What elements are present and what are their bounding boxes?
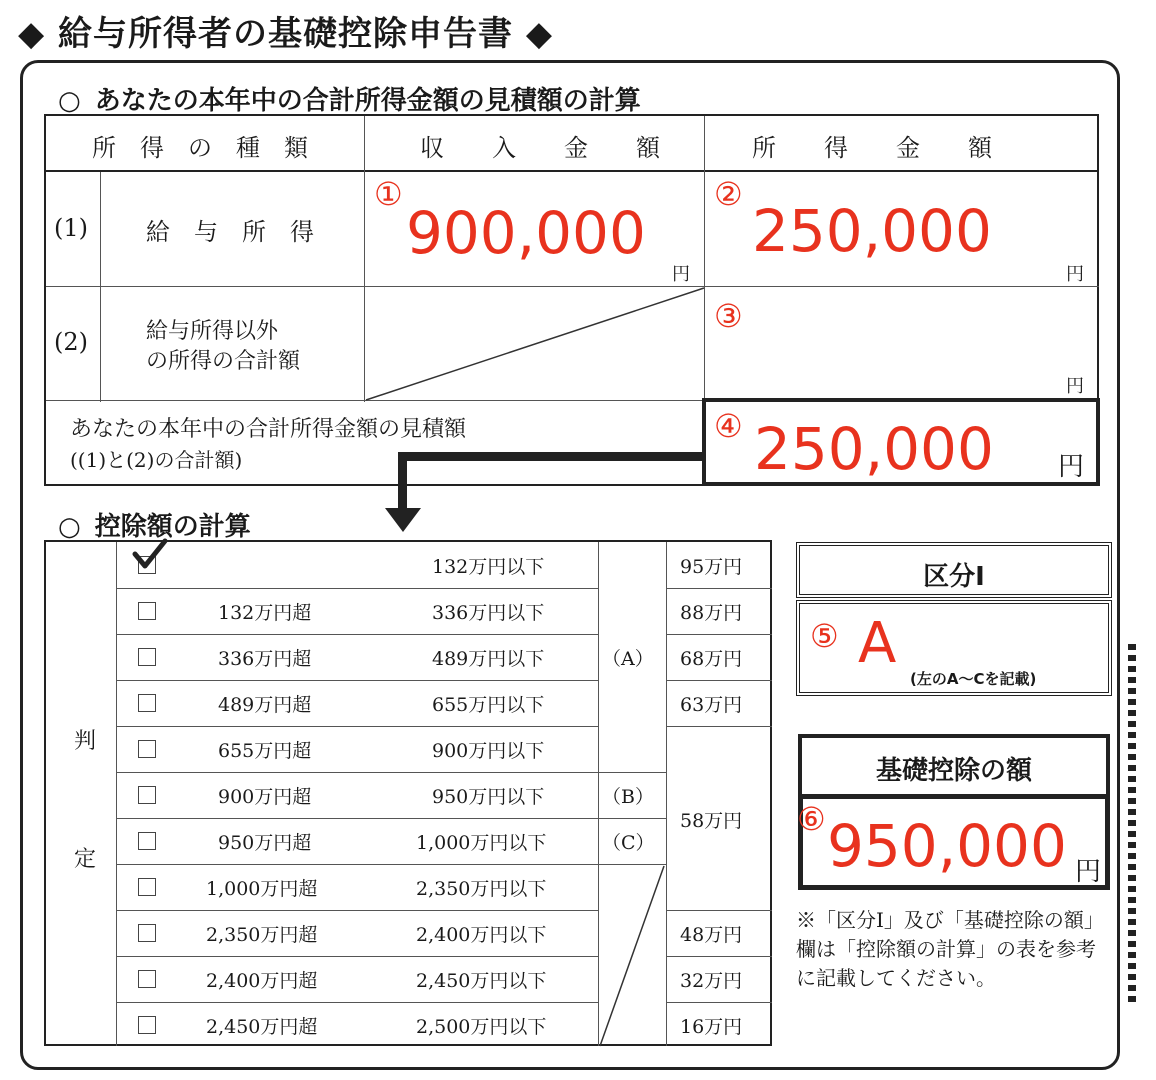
row-9-under: 2,400万円以下	[416, 924, 547, 946]
kiso-value[interactable]: 950,000	[827, 812, 1067, 880]
row2-label-line1: 給与所得以外	[146, 319, 279, 344]
total-estimate-value[interactable]: 250,000	[754, 415, 994, 483]
flow-arrow-stem	[398, 452, 407, 512]
row1-label: 給 与 所 得	[146, 218, 314, 246]
checkbox-row-7[interactable]	[138, 832, 156, 850]
checkbox-row-5[interactable]	[138, 740, 156, 758]
checkbox-row-4[interactable]	[138, 694, 156, 712]
circle-1-marker: ①	[374, 175, 403, 213]
circle-6-marker: ⑥	[797, 800, 826, 838]
checkbox-row-9[interactable]	[138, 924, 156, 942]
row-4-under: 655万円以下	[432, 694, 545, 716]
section1-circle-icon: ○	[58, 86, 81, 116]
row-3-over: 336万円超	[218, 648, 312, 670]
row-10-over: 2,400万円超	[206, 970, 318, 992]
checkbox-row-3[interactable]	[138, 648, 156, 666]
row2-label-line2: の所得の合計額	[146, 349, 301, 374]
row1-number: (1)	[54, 214, 88, 242]
row-10-under: 2,450万円以下	[416, 970, 547, 992]
circle-4-marker: ④	[714, 407, 743, 445]
row-9-over: 2,350万円超	[206, 924, 318, 946]
row-2-under: 336万円以下	[432, 602, 545, 624]
side-label-han: 判	[74, 729, 97, 754]
checkbox-row-11[interactable]	[138, 1016, 156, 1034]
side-label-tei: 定	[74, 847, 97, 872]
circle-3-marker: ③	[714, 297, 743, 335]
row-2-over: 132万円超	[218, 602, 312, 624]
row-6-under: 950万円以下	[432, 786, 545, 808]
section2-heading-text: 控除額の計算	[94, 512, 251, 542]
salary-revenue-yen: 円	[672, 264, 690, 285]
class-b-label: （B）	[602, 786, 654, 808]
amount-32: 32万円	[680, 970, 743, 992]
salary-income-value[interactable]: 250,000	[752, 197, 992, 265]
header-revenue: 収 入 金 額	[420, 134, 660, 162]
deduction-table	[44, 540, 772, 1046]
form-title: ◆ 給与所得者の基礎控除申告書 ◆	[18, 14, 553, 54]
circle-2-marker: ②	[714, 175, 743, 213]
perforation-line	[1128, 644, 1136, 1004]
total-estimate-yen: 円	[1058, 452, 1085, 482]
kubun-label-box	[796, 542, 1112, 598]
section2-circle-icon: ○	[58, 512, 81, 542]
amount-88: 88万円	[680, 602, 743, 624]
section1-heading	[58, 80, 641, 117]
class-c-label: （C）	[602, 832, 655, 854]
kiso-value-box	[798, 794, 1110, 890]
row-1-under: 132万円以下	[432, 556, 545, 578]
row-8-over: 1,000万円超	[206, 878, 318, 900]
row-8-under: 2,350万円以下	[416, 878, 547, 900]
total-estimate-box	[702, 398, 1100, 486]
amount-68: 68万円	[680, 648, 743, 670]
footnote: ※「区分Ⅰ」及び「基礎控除の額」欄は「控除額の計算」の表を参考に記載してください。	[796, 908, 1104, 990]
row-4-over: 489万円超	[218, 694, 312, 716]
row-3-under: 489万円以下	[432, 648, 545, 670]
not-applicable-diagonal	[364, 286, 706, 402]
amount-16: 16万円	[680, 1016, 743, 1038]
checkbox-row-10[interactable]	[138, 970, 156, 988]
header-income-amount: 所 得 金 額	[752, 134, 992, 162]
kubun-value[interactable]: A	[858, 611, 897, 676]
flow-arrow-line	[398, 452, 704, 461]
kubun-note: (左のA～Cを記載)	[910, 670, 1037, 688]
checkbox-row-8[interactable]	[138, 878, 156, 896]
checkbox-row-6[interactable]	[138, 786, 156, 804]
checkmark-icon	[132, 538, 168, 572]
row-11-over: 2,450万円超	[206, 1016, 318, 1038]
class-a-label: （A）	[602, 648, 654, 670]
amount-48: 48万円	[680, 924, 743, 946]
salary-income-yen: 円	[1066, 264, 1084, 285]
salary-revenue-value[interactable]: 900,000	[406, 199, 646, 267]
row-7-under: 1,000万円以下	[416, 832, 547, 854]
header-income-type: 所 得 の 種 類	[92, 134, 308, 162]
other-income-yen: 円	[1066, 376, 1084, 397]
kubun-label: 区分Ⅰ	[923, 562, 985, 592]
row-5-over: 655万円超	[218, 740, 312, 762]
kubun-value-box	[796, 600, 1112, 696]
row-7-over: 950万円超	[218, 832, 312, 854]
checkbox-row-2[interactable]	[138, 602, 156, 620]
kiso-label-box	[798, 734, 1110, 794]
row-6-over: 900万円超	[218, 786, 312, 808]
section1-heading-text: あなたの本年中の合計所得金額の見積額の計算	[94, 86, 641, 116]
amount-58: 58万円	[680, 810, 743, 832]
kiso-label: 基礎控除の額	[875, 756, 1032, 786]
arrow-down-icon	[385, 508, 421, 532]
kiso-yen: 円	[1075, 857, 1102, 887]
row2-number: (2)	[54, 328, 88, 356]
circle-5-marker: ⑤	[810, 617, 839, 655]
total-label-line2: ((1)と(2)の合計額)	[70, 448, 243, 472]
row-5-under: 900万円以下	[432, 740, 545, 762]
row-11-under: 2,500万円以下	[416, 1016, 547, 1038]
amount-63: 63万円	[680, 694, 743, 716]
amount-95: 95万円	[680, 556, 743, 578]
total-label-line1: あなたの本年中の合計所得金額の見積額	[70, 417, 467, 442]
class-diagonal	[598, 864, 668, 1048]
